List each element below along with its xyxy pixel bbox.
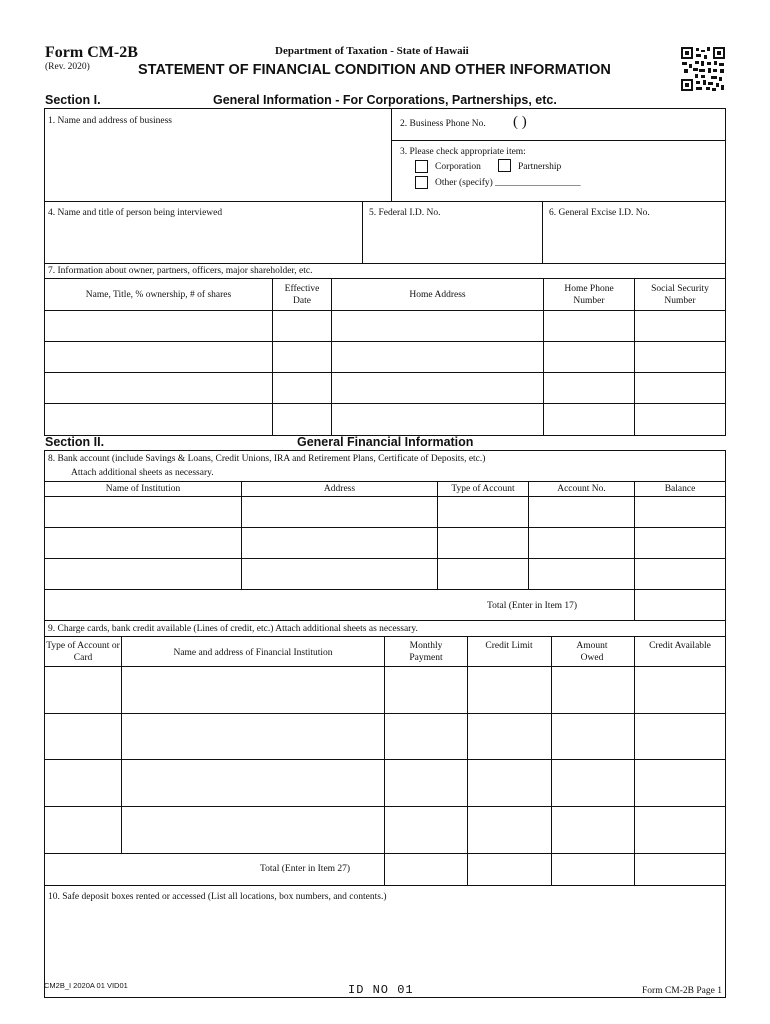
owner-row-4[interactable] bbox=[45, 404, 725, 435]
qr-code-icon bbox=[681, 47, 725, 91]
footer-page-number: Form CM-2B Page 1 bbox=[642, 986, 722, 996]
section-1-title: General Information - For Corporations, Partnerships, etc. bbox=[213, 93, 557, 107]
bank-col-address: Address bbox=[323, 484, 356, 494]
bank-col-institution: Name of Institution bbox=[105, 484, 181, 494]
owner-col-name: Name, Title, % ownership, # of shares bbox=[85, 290, 232, 300]
owner-col-home-phone: Home Phone Number bbox=[564, 284, 614, 306]
charge-row-4[interactable] bbox=[45, 807, 725, 853]
item-9-label: 9. Charge cards, bank credit available (Lines of credit, etc.) Attach additional sheets as necessary. bbox=[48, 624, 418, 634]
item-8-label: 8. Bank account (include Savings & Loans, Credit Unions, IRA and Retirement Plans, Certificate of Deposits, etc.) bbox=[48, 454, 486, 464]
corporation-checkbox[interactable] bbox=[415, 160, 428, 173]
form-revision: (Rev. 2020) bbox=[45, 62, 90, 72]
partnership-label: Partnership bbox=[518, 162, 562, 172]
bank-total-field[interactable] bbox=[635, 590, 725, 620]
bank-row-2[interactable] bbox=[45, 528, 725, 558]
footer-id-number: ID NO 01 bbox=[348, 983, 414, 997]
item-7-label: 7. Information about owner, partners, officers, major shareholder, etc. bbox=[48, 266, 313, 276]
owner-col-ssn: Social Security Number bbox=[651, 284, 709, 306]
footer-form-code: CM2B_I 2020A 01 VID01 bbox=[44, 981, 128, 990]
section-2-label: Section II. bbox=[45, 435, 105, 449]
phone-area-code-parens: ( ) bbox=[513, 114, 527, 130]
other-specify-label: Other (specify) __________________ bbox=[435, 178, 581, 188]
item-2-label: 2. Business Phone No. bbox=[400, 119, 486, 129]
department-name: Department of Taxation - State of Hawaii bbox=[275, 45, 469, 57]
owner-col-home-address: Home Address bbox=[409, 290, 466, 300]
item-1-label: 1. Name and address of business bbox=[48, 116, 173, 126]
charge-col-monthly: Monthly Payment bbox=[409, 641, 443, 663]
corporation-label: Corporation bbox=[435, 162, 481, 172]
charge-row-1[interactable] bbox=[45, 667, 725, 713]
charge-col-type: Type of Account or Card bbox=[46, 641, 120, 663]
partnership-checkbox[interactable] bbox=[498, 159, 511, 172]
other-checkbox[interactable] bbox=[415, 176, 428, 189]
safe-deposit-field[interactable] bbox=[45, 886, 725, 997]
bank-col-type: Type of Account bbox=[451, 484, 515, 494]
bank-row-3[interactable] bbox=[45, 559, 725, 589]
charge-row-3[interactable] bbox=[45, 760, 725, 806]
charge-col-limit: Credit Limit bbox=[485, 641, 533, 651]
item-8-note: Attach additional sheets as necessary. bbox=[71, 468, 214, 478]
item-5-label: 5. Federal I.D. No. bbox=[369, 208, 441, 218]
bank-col-balance: Balance bbox=[664, 484, 696, 494]
form-title: STATEMENT OF FINANCIAL CONDITION AND OTHER INFORMATION bbox=[138, 62, 611, 78]
charge-row-2[interactable] bbox=[45, 714, 725, 759]
charge-total-label: Total (Enter in Item 27) bbox=[260, 864, 351, 874]
charge-col-institution: Name and address of Financial Institution bbox=[173, 648, 333, 658]
charge-col-owed: Amount Owed bbox=[576, 641, 608, 663]
item-4-label: 4. Name and title of person being interviewed bbox=[48, 208, 223, 218]
section-2-title: General Financial Information bbox=[297, 435, 474, 449]
owner-row-2[interactable] bbox=[45, 342, 725, 372]
owner-row-3[interactable] bbox=[45, 373, 725, 403]
owner-row-1[interactable] bbox=[45, 311, 725, 341]
item-10-label: 10. Safe deposit boxes rented or accessed (List all locations, box numbers, and contents.) bbox=[48, 892, 387, 902]
bank-total-label: Total (Enter in Item 17) bbox=[487, 601, 578, 611]
bank-col-account-no: Account No. bbox=[557, 484, 606, 494]
item-3-label: 3. Please check appropriate item: bbox=[400, 147, 526, 157]
form-id: Form CM-2B bbox=[45, 44, 138, 61]
item-6-label: 6. General Excise I.D. No. bbox=[549, 208, 650, 218]
owner-col-effective-date: Effective Date bbox=[284, 284, 320, 306]
bank-row-1[interactable] bbox=[45, 497, 725, 527]
section-1-label: Section I. bbox=[45, 93, 101, 107]
charge-total-field[interactable] bbox=[385, 854, 725, 885]
charge-col-available: Credit Available bbox=[649, 641, 711, 651]
